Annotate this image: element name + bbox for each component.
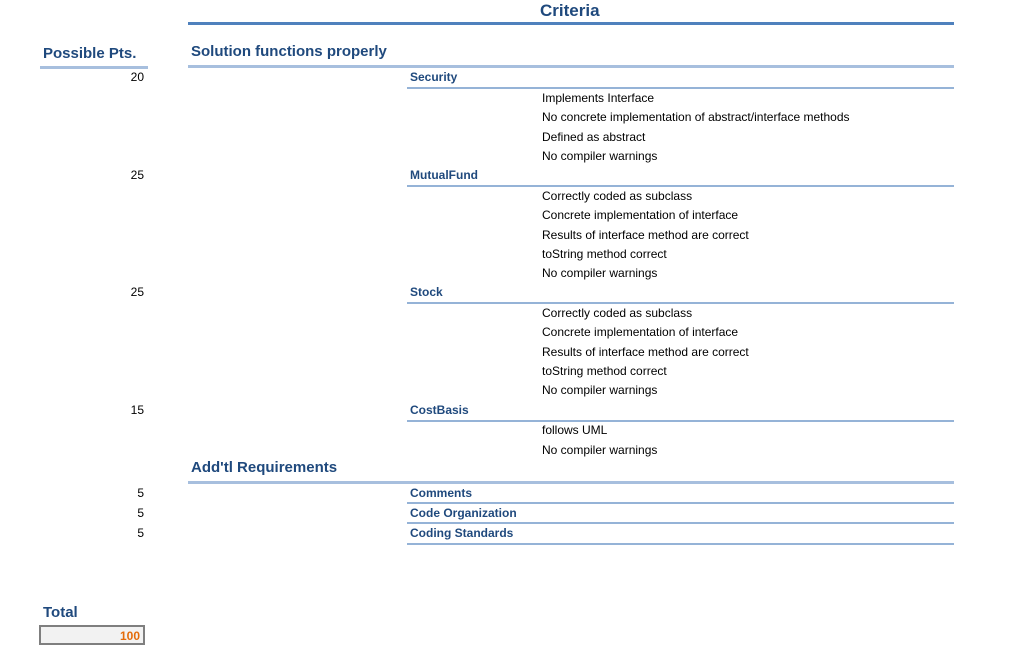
points-comments: 5 — [137, 486, 144, 500]
criterion-item: Concrete implementation of interface — [542, 208, 739, 222]
criterion-item: No compiler warnings — [542, 266, 658, 280]
criterion-item: follows UML — [542, 423, 608, 437]
category-divider — [407, 502, 954, 504]
criterion-item: toString method correct — [542, 247, 667, 261]
criterion-item: Implements Interface — [542, 91, 655, 105]
criterion-item: toString method correct — [542, 364, 667, 378]
category-code-organization: Code Organization — [410, 506, 517, 520]
criterion-item: Correctly coded as subclass — [542, 306, 693, 320]
points-coding-standards: 5 — [137, 526, 144, 540]
category-divider — [407, 185, 954, 187]
total-value: 100 — [39, 625, 145, 645]
category-divider — [407, 420, 954, 422]
category-stock: Stock — [410, 285, 443, 299]
criterion-item: No compiler warnings — [542, 383, 658, 397]
category-divider — [407, 302, 954, 304]
criterion-item: No compiler warnings — [542, 443, 658, 457]
category-coding-standards: Coding Standards — [410, 526, 514, 540]
category-mutualfund: MutualFund — [410, 168, 478, 182]
category-divider — [407, 522, 954, 524]
criterion-item: Concrete implementation of interface — [542, 325, 739, 339]
criterion-item: Results of interface method are correct — [542, 345, 749, 359]
points-code-organization: 5 — [137, 506, 144, 520]
points-header-divider — [40, 66, 148, 69]
points-costbasis: 15 — [130, 403, 144, 417]
category-comments: Comments — [410, 486, 473, 500]
category-divider — [407, 543, 954, 545]
category-costbasis: CostBasis — [410, 403, 469, 417]
page-title: Criteria — [540, 1, 600, 20]
points-stock: 25 — [130, 285, 144, 299]
category-security: Security — [410, 70, 458, 84]
section-divider-solution — [188, 65, 954, 68]
criterion-item: No concrete implementation of abstract/interface methods — [542, 110, 850, 124]
section-title-solution: Solution functions properly — [191, 43, 387, 60]
points-mutualfund: 25 — [130, 168, 144, 182]
total-label: Total — [43, 604, 78, 621]
title-divider — [188, 22, 954, 25]
criterion-item: Defined as abstract — [542, 130, 646, 144]
points-column-header: Possible Pts. — [43, 45, 137, 62]
criterion-item: No compiler warnings — [542, 149, 658, 163]
section-title-additional: Add'tl Requirements — [191, 459, 338, 476]
criterion-item: Correctly coded as subclass — [542, 189, 693, 203]
section-divider-additional — [188, 481, 954, 484]
points-security: 20 — [130, 70, 144, 84]
category-divider — [407, 87, 954, 89]
criterion-item: Results of interface method are correct — [542, 228, 749, 242]
